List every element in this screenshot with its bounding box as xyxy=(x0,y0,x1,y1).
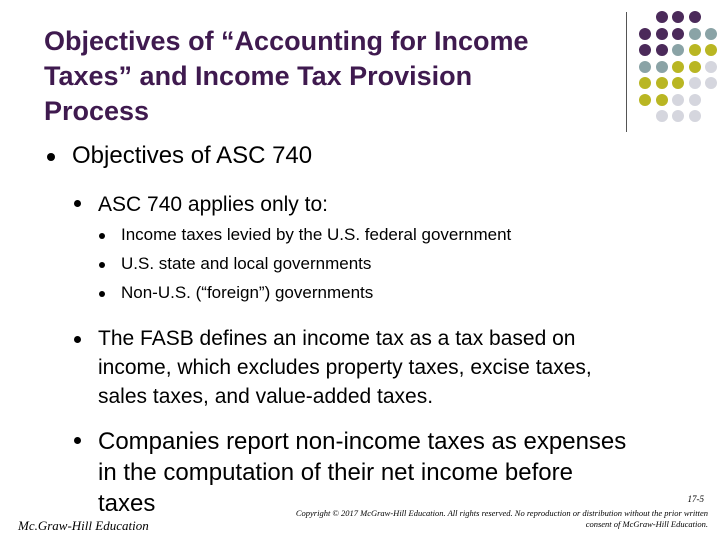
decorative-dot xyxy=(689,61,701,73)
decorative-dot xyxy=(672,44,684,56)
decorative-dot xyxy=(656,44,668,56)
decorative-dot xyxy=(656,11,668,23)
copyright-notice xyxy=(188,508,708,530)
objectives-heading: Objectives of ASC 740 xyxy=(72,142,313,169)
bullet-l3-1 xyxy=(99,233,105,239)
decorative-dot xyxy=(656,94,668,106)
copyright-line-1: Copyright © 2017 McGraw-Hill Education. All rights reserved. No reproduction or distribution without the prior written xyxy=(295,508,708,518)
decorative-dot xyxy=(639,94,651,106)
decorative-dot xyxy=(672,61,684,73)
decorative-dot xyxy=(705,61,717,73)
title-line-1: Objectives of “Accounting for Income xyxy=(44,26,529,56)
companies-line-1: Companies report non-income taxes as expenses xyxy=(98,428,627,455)
decorative-dot xyxy=(639,77,651,89)
fasb-line-2: income, which excludes property taxes, excise taxes, xyxy=(98,356,592,379)
list-item: Income taxes levied by the U.S. federal government xyxy=(121,225,512,244)
decorative-dot xyxy=(656,77,668,89)
bullet-l3-3 xyxy=(99,291,105,297)
decorative-dot xyxy=(639,44,651,56)
title-line-3: Process xyxy=(44,96,150,126)
bullet-l2-applies xyxy=(74,200,81,207)
decorative-dot xyxy=(689,28,701,40)
slide-title xyxy=(44,24,604,129)
decorative-dot xyxy=(656,61,668,73)
fasb-line-1: The FASB defines an income tax as a tax based on xyxy=(98,327,576,350)
decorative-dot xyxy=(705,28,717,40)
companies-line-2: in the computation of their net income before xyxy=(98,459,573,486)
decorative-dot xyxy=(639,61,651,73)
decorative-dot xyxy=(656,110,668,122)
decorative-dot xyxy=(705,77,717,89)
page-number: 17-5 xyxy=(687,494,704,504)
decorative-dot xyxy=(672,77,684,89)
decorative-dot xyxy=(656,28,668,40)
bullet-l2-fasb xyxy=(74,336,81,343)
applies-text: ASC 740 applies only to: xyxy=(98,193,328,216)
bullet-l3-2 xyxy=(99,262,105,268)
decorative-dot xyxy=(672,28,684,40)
list-item: Non-U.S. (“foreign”) governments xyxy=(121,283,374,302)
bullet-l2-companies xyxy=(74,437,81,444)
decorative-dot xyxy=(689,11,701,23)
list-item: U.S. state and local governments xyxy=(121,254,372,273)
bullet-l1 xyxy=(47,153,55,161)
copyright-line-2: consent of McGraw-Hill Education. xyxy=(585,519,708,529)
decorative-dot xyxy=(689,77,701,89)
decorative-dot xyxy=(689,110,701,122)
decorative-dot xyxy=(672,110,684,122)
decorative-dot xyxy=(639,28,651,40)
title-divider-line xyxy=(626,12,627,132)
decorative-dot xyxy=(672,94,684,106)
decorative-dot xyxy=(705,44,717,56)
fasb-line-3: sales taxes, and value-added taxes. xyxy=(98,385,434,408)
decorative-dot xyxy=(689,44,701,56)
title-line-2: Taxes” and Income Tax Provision xyxy=(44,61,473,91)
companies-line-3: taxes xyxy=(98,490,156,517)
decorative-dot xyxy=(689,94,701,106)
publisher-footer: Mc.Graw-Hill Education xyxy=(18,518,149,533)
decorative-dot-grid xyxy=(639,11,720,131)
decorative-dot xyxy=(672,11,684,23)
